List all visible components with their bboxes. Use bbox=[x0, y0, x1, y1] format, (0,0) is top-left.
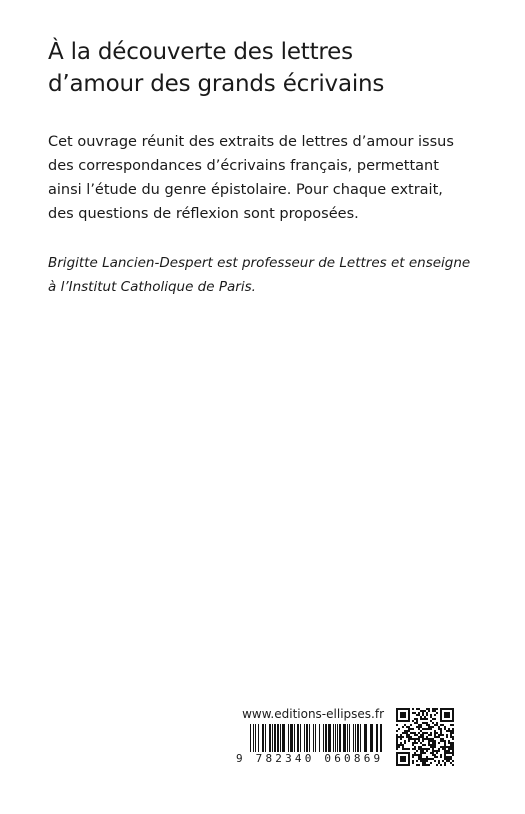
isbn-number: 9 782340 060869 bbox=[236, 752, 386, 765]
publisher-website: www.editions-ellipses.fr bbox=[242, 707, 384, 721]
book-description bbox=[48, 130, 488, 226]
qr-code bbox=[396, 708, 454, 766]
title-line-1: À la découverte des lettres bbox=[48, 39, 353, 65]
author-line: à l’Institut Catholique de Paris. bbox=[48, 279, 256, 295]
description-line: Cet ouvrage réunit des extraits de lettres d’amour issus bbox=[48, 134, 454, 150]
description-line: des questions de réflexion sont proposées. bbox=[48, 206, 359, 222]
author-bio bbox=[48, 251, 488, 299]
book-title bbox=[48, 36, 488, 100]
description-line: des correspondances d’écrivains français, permettant bbox=[48, 158, 439, 174]
description-line: ainsi l’étude du genre épistolaire. Pour chaque extrait, bbox=[48, 182, 443, 198]
title-line-2: d’amour des grands écrivains bbox=[48, 71, 385, 97]
author-line: Brigitte Lancien-Despert est professeur de Lettres et enseigne bbox=[48, 255, 471, 271]
barcode-bars bbox=[236, 724, 386, 754]
